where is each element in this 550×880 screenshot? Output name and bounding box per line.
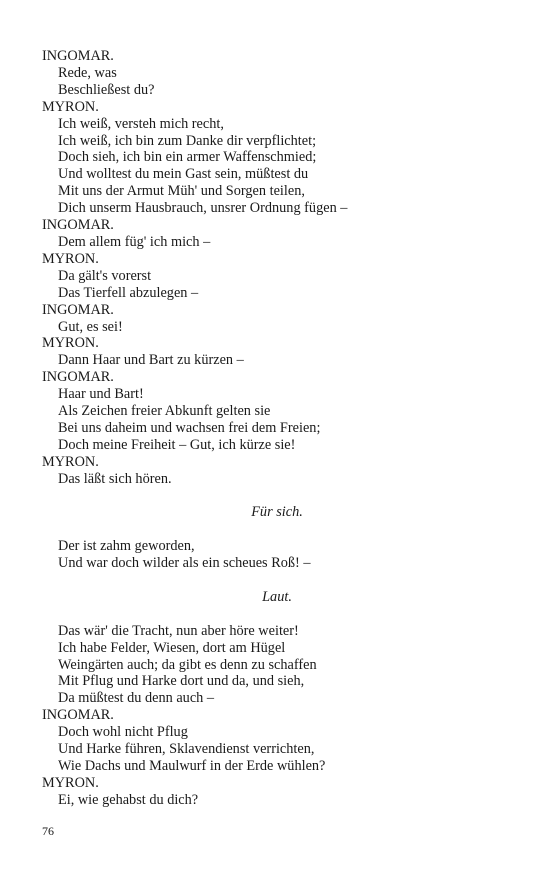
verse-line: Gut, es sei!: [58, 318, 123, 335]
speaker-name: MYRON.: [42, 453, 99, 470]
verse-line: Wie Dachs und Maulwurf in der Erde wühlen?: [58, 758, 326, 774]
verse-line: Das läßt sich hören.: [58, 470, 172, 487]
blank-line: [42, 488, 512, 505]
verse-line: Ich weiß, versteh mich recht,: [58, 115, 224, 132]
verse-line: Doch sieh, ich bin ein armer Waffenschmied;: [58, 149, 317, 166]
verse-line: Als Zeichen freier Abkunft gelten sie: [58, 403, 271, 420]
verse-line: Mit uns der Armut Müh' und Sorgen teilen,: [58, 183, 305, 200]
speaker-name: INGOMAR.: [42, 217, 114, 234]
speaker-name: MYRON.: [42, 774, 99, 791]
verse-line: Und wolltest du mein Gast sein, müßtest du: [58, 166, 309, 183]
verse-line: Der ist zahm geworden,: [58, 538, 195, 555]
speaker-name: MYRON.: [42, 98, 99, 115]
verse-line: Ei, wie gehabst du dich?: [58, 791, 199, 808]
verse-line: Rede, was: [58, 64, 117, 81]
verse-line: Doch meine Freiheit – Gut, ich kürze sie!: [58, 436, 296, 453]
speaker-name: MYRON.: [42, 250, 99, 267]
verse-line: Mit Pflug und Harke dort und da, und sieh,: [58, 673, 305, 690]
blank-line: [42, 606, 512, 623]
verse-line: Da müßtest du denn auch –: [58, 690, 215, 707]
speaker-name: INGOMAR.: [42, 707, 114, 724]
verse-line: Dann Haar und Bart zu kürzen –: [58, 352, 244, 369]
speaker-name: MYRON.: [42, 335, 99, 352]
verse-line: Beschließest du?: [58, 81, 155, 98]
verse-line: Dich unserm Hausbrauch, unsrer Ordnung fügen –: [58, 200, 348, 217]
verse-line: Ich weiß, ich bin zum Danke dir verpflichtet;: [58, 132, 317, 149]
stage-direction: Laut.: [262, 588, 292, 605]
verse-line: Haar und Bart!: [58, 386, 144, 403]
verse-line: Doch wohl nicht Pflug: [58, 724, 188, 741]
blank-line: [42, 572, 512, 589]
speaker-name: INGOMAR.: [42, 301, 114, 318]
play-text: [42, 48, 512, 809]
verse-line: Da gält's vorerst: [58, 267, 152, 284]
blank-line: [42, 521, 512, 538]
page-number: 76: [42, 824, 54, 838]
verse-line: Das Tierfell abzulegen –: [58, 284, 199, 301]
verse-line: Das wär' die Tracht, nun aber höre weiter!: [58, 622, 299, 639]
verse-line: Weingärten auch; da gibt es denn zu schaffen: [58, 656, 317, 673]
verse-line: Und war doch wilder als ein scheues Roß! –: [58, 555, 311, 572]
stage-direction: Für sich.: [251, 504, 303, 521]
verse-line: Dem allem füg' ich mich –: [58, 233, 211, 250]
verse-line: Ich habe Felder, Wiesen, dort am Hügel: [58, 639, 286, 656]
speaker-name: INGOMAR.: [42, 369, 114, 386]
verse-line: Und Harke führen, Sklavendienst verrichten,: [58, 741, 315, 758]
speaker-name: INGOMAR.: [42, 48, 114, 64]
verse-line: Bei uns daheim und wachsen frei dem Freien;: [58, 419, 321, 436]
